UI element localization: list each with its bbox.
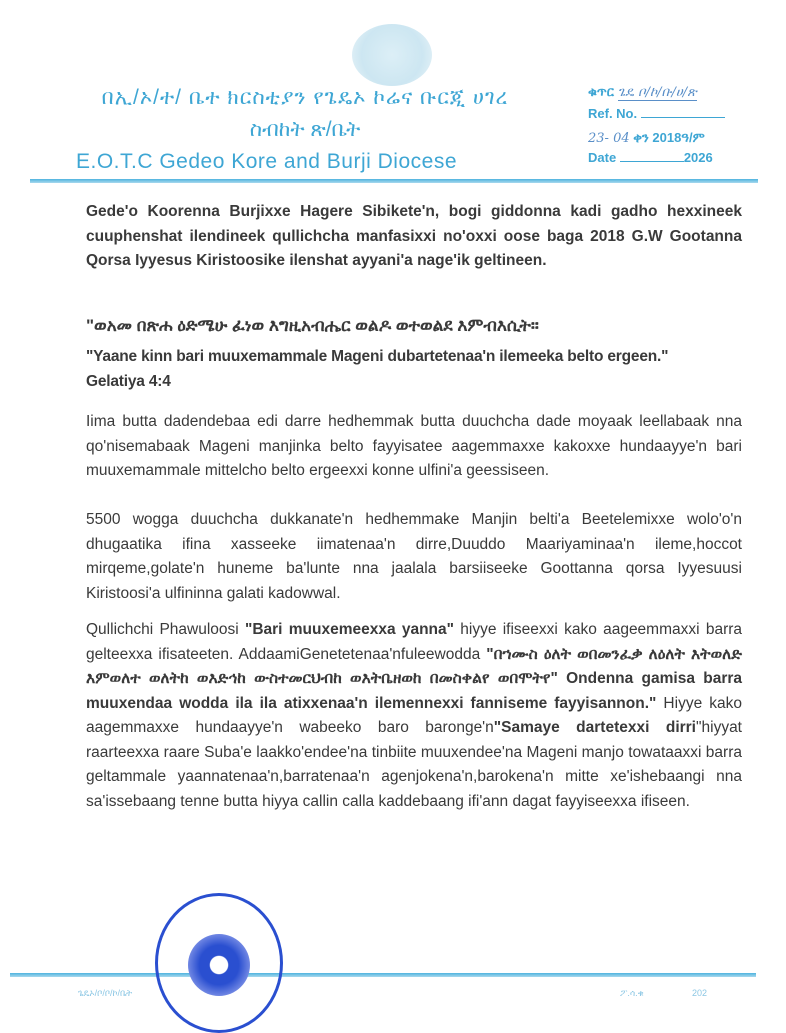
paragraph-4 <box>86 618 742 814</box>
date-label-en: Date <box>588 150 617 165</box>
ref-value: ጌዴ ቦ/ኮ/ቡ/ሀ/ጽ <box>617 85 697 100</box>
amharic-quote: "ወአመ በጽሐ ዕድሜሁ ፈነወ እግዚአብሔር ወልዶ ወተወልደ እምብእሲት። <box>86 316 539 335</box>
footer-divider <box>10 973 756 977</box>
bold-text: "በኀሙስ ዕለት ወበመንፈቃ ለዕለት እትወለድ እምወለተ ወለትከ ወእድኅከ ውስተመርህብከ ወእትቤዘወከ በመስቀልየ ወበሞትየ" Ondenna gamisa barra muuxendaa wodda ila ila atixxenaa'n ilemennexxi fanniseme fayyisannon." <box>86 645 742 712</box>
header-divider <box>30 179 758 183</box>
footer-left-text: ጌዴኦ/ቦ/ቦ/ኮ/ቤት <box>78 988 133 998</box>
bold-text: "Samaye dartetexxi dirri <box>493 719 696 736</box>
letterhead-amharic-line1: በኢ/ኦ/ተ/ ቤተ ክርስቲያን የጌዴኦ ኮሬና ቡርጂ ሀገረ <box>101 86 509 109</box>
paragraph-3: 5500 wogga duuchcha dukkanate'n hedhemmake Manjin belti'a Beetelemixxe wolo'o'n dhugaatika ifina xasseeke iimatenaa'n dirre,Duuddo Maariyaminaa'n ileme,hoccot mirqeme,golate'n huneme ba'lunte nna jaalala barsiiseeke Goottanna qorsa Iyyesuusi Kiristoosi'a ulfininna galati kadowwal. <box>86 511 742 602</box>
date-en <box>588 150 713 165</box>
text: "hiyyat raarteexxa raare Suba'e laakko'endee'na tinbiite muuxendee'na Mageni manjo towataaxxi barra geltammale yaannatenaa'n,barratenaa'n agenjokena'n,barokena'n mitte xe'ishebaangi nna sa'issebaang tenne butta hiyya callin calla kaddebaang ifi'ann dagat fayyiseexxa ifiseen. <box>86 719 742 810</box>
date-label-am: ቀን 2018ዓ/ም <box>633 130 705 145</box>
date-am <box>588 130 705 146</box>
text: Hiyye kako aagemmaxxe hundaayye'n wabeeko baro baronge'n <box>86 694 742 736</box>
text: hiyye ifiseexxi kako aageemmaxxi barra gelteexxa ifisateeten. AddaamiGenetetenaa'nfuleewodda <box>86 621 743 663</box>
scripture-quote: "Yaane kinn bari muuxemammale Mageni dubartetenaa'n ilemeeka belto ergeen." Gelatiya 4:4 <box>86 348 669 390</box>
paragraph-intro: Gede'o Koorenna Burjixxe Hagere Sibikete'n, bogi giddonna kadi gadho hexxineek cuuphenshat ilendineek qullichcha manfasixxi no'oxxi oose baga 2018 G.W Gootanna Qorsa Iyyesus Kiristoosike ilenshat ayyani'a nage'ik geltineen. <box>86 203 742 269</box>
letterhead-english-name: E.O.T.C Gedeo Kore and Burji Diocese <box>76 150 458 173</box>
date-handwritten: 23- 04 <box>588 131 630 146</box>
ref-label-am: ቁጥር <box>588 84 614 99</box>
official-stamp <box>155 893 283 1033</box>
letterhead-amharic-line2: ስብከት ጽ/ቤት <box>249 118 361 141</box>
bold-text: "Bari muuxemeexxa yanna" <box>244 621 454 638</box>
footer-po-box-value: 202 <box>692 988 708 998</box>
footer-po-box-label: ፖ.ሳ.ቁ <box>620 988 644 998</box>
paragraph-2: Iima butta dadendebaa edi darre hedhemmak butta duuchcha dade moyaak leellabaak nna qo'nisemabaak Mageni manjinka belto fayyisatee aagemmaxxe kakoxxe hundaayye'n bari muuxemammale mittelcho belto ergeexxi konne ulfini'a geessiseen. <box>86 413 742 479</box>
text: Qullichchi Phawuloosi <box>86 621 245 638</box>
letterhead-emblem <box>352 24 432 86</box>
ref-label-en: Ref. No. <box>588 106 638 121</box>
ref-number-am <box>588 84 697 100</box>
date-year: 2026 <box>683 150 713 165</box>
stamp-emblem <box>188 934 250 996</box>
ref-number-en <box>588 106 725 121</box>
